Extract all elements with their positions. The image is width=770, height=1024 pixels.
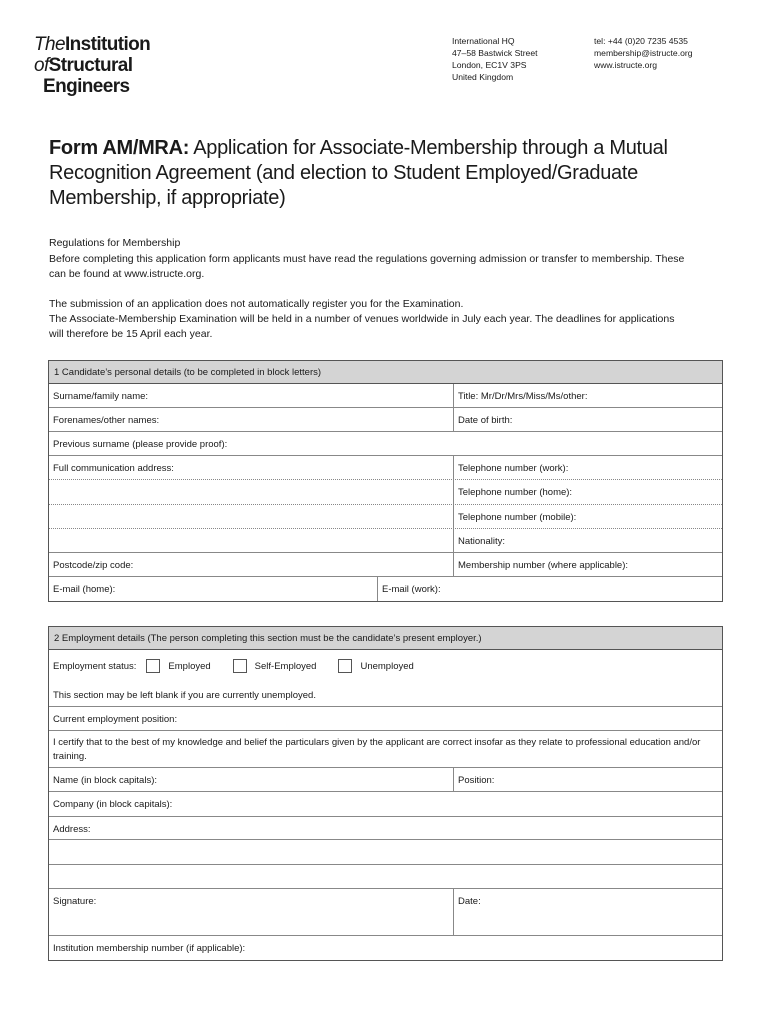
address-line-field[interactable]: [49, 529, 453, 552]
section-personal-details: [48, 360, 723, 602]
option-label: Unemployed: [360, 660, 414, 672]
form-row: [49, 553, 722, 577]
option-label: Employed: [168, 660, 211, 672]
checkbox[interactable]: [233, 659, 247, 673]
address-line-field[interactable]: [49, 865, 722, 888]
logo-text: of: [34, 55, 49, 76]
form-row: [49, 865, 722, 889]
checkbox[interactable]: [338, 659, 352, 673]
current-position-field[interactable]: Current employment position:: [53, 714, 178, 725]
employment-status-group: [49, 650, 722, 673]
form-title: [49, 136, 739, 211]
form-code: Form AM/MRA:: [49, 137, 190, 159]
employer-position-field[interactable]: Position:: [453, 768, 722, 791]
employed-option[interactable]: [146, 659, 210, 673]
unemployed-option[interactable]: [338, 659, 413, 673]
form-row: [49, 384, 722, 408]
email-home-field[interactable]: E-mail (home):: [53, 584, 116, 595]
address-line: 47–58 Bastwick Street: [452, 48, 538, 58]
option-label: Self-Employed: [254, 660, 317, 672]
form-row: [49, 792, 722, 817]
checkbox[interactable]: [146, 659, 160, 673]
address-line-field[interactable]: [49, 505, 453, 528]
tel-work-field[interactable]: Telephone number (work):: [453, 456, 722, 479]
unemployed-note: This section may be left blank if you are currently unemployed.: [53, 690, 316, 701]
tel-mobile-field[interactable]: Telephone number (mobile):: [453, 505, 722, 528]
form-title-text: Application for Associate-Membership through a Mutual Recognition Agreement (and election to Student Employed/Graduate Membership, if appropriate): [49, 137, 668, 209]
employer-address-field[interactable]: Address:: [53, 824, 91, 835]
form-row: [49, 840, 722, 865]
form-row: [49, 768, 722, 792]
logo-text: Institution: [64, 34, 151, 55]
form-row: [49, 817, 722, 840]
address-field[interactable]: Full communication address:: [53, 463, 174, 474]
nationality-field[interactable]: Nationality:: [453, 529, 722, 552]
email-work-field[interactable]: E-mail (work):: [377, 577, 722, 601]
form-row: [49, 731, 722, 768]
address-line: United Kingdom: [452, 72, 514, 82]
examination-note: [49, 297, 689, 342]
signature-field[interactable]: Signature:: [53, 896, 97, 907]
dob-field[interactable]: Date of birth:: [453, 408, 722, 431]
examination-note-line: The submission of an application does not automatically register you for the Examination.: [49, 298, 464, 310]
institution-logo: [34, 34, 150, 97]
title-field[interactable]: Title: Mr/Dr/Mrs/Miss/Ms/other:: [453, 384, 722, 407]
form-row: [49, 456, 722, 480]
contact-info: [594, 35, 693, 71]
company-field[interactable]: Company (in block capitals):: [53, 799, 173, 810]
form-row: [49, 432, 722, 456]
address-line: International HQ: [452, 36, 515, 46]
form-row: [49, 707, 722, 731]
logo-text: Engineers: [43, 76, 130, 97]
employer-name-field[interactable]: Name (in block capitals):: [53, 775, 158, 786]
form-row: [49, 529, 722, 553]
address-line-field[interactable]: [49, 480, 453, 504]
contact-tel: tel: +44 (0)20 7235 4535: [594, 36, 688, 46]
form-row: [49, 480, 722, 505]
employment-status-label: Employment status:: [53, 660, 137, 672]
address-line: London, EC1V 3PS: [452, 60, 527, 70]
form-row: [49, 936, 722, 960]
form-row: [49, 408, 722, 432]
membership-number-field[interactable]: Membership number (where applicable):: [453, 553, 722, 576]
examination-note-line: The Associate-Membership Examination will be held in a number of venues worldwide in July each year. The deadlines for applications will therefore be 15 April each year.: [49, 313, 675, 340]
hq-address: [452, 35, 538, 83]
logo-text: Structural: [48, 55, 133, 76]
regulations-paragraph: Before completing this application form applicants must have read the regulations governing admission or transfer to membership. These can be found at www.istructe.org.: [49, 253, 685, 280]
previous-surname-field[interactable]: Previous surname (please provide proof):: [53, 439, 228, 450]
section-employment-details: [48, 626, 723, 961]
postcode-field[interactable]: Postcode/zip code:: [53, 560, 134, 571]
regulations-heading: Regulations for Membership: [49, 237, 181, 249]
logo-text: The: [34, 34, 65, 55]
surname-field[interactable]: Surname/family name:: [53, 391, 149, 402]
section-heading: 1 Candidate’s personal details (to be completed in block letters): [49, 360, 722, 384]
institution-number-field[interactable]: Institution membership number (if applicable):: [53, 943, 246, 954]
form-row: [49, 889, 722, 936]
form-row: [49, 650, 722, 707]
certification-statement: I certify that to the best of my knowledge and belief the particulars given by the applicant are correct insofar as they relate to professional education and/or training.: [53, 737, 701, 762]
contact-website[interactable]: www.istructe.org: [594, 60, 658, 70]
forenames-field[interactable]: Forenames/other names:: [53, 415, 160, 426]
form-row: [49, 577, 722, 601]
section-heading: 2 Employment details (The person completing this section must be the candidate’s present employer.): [49, 626, 722, 650]
tel-home-field[interactable]: Telephone number (home):: [453, 480, 722, 504]
address-line-field[interactable]: [49, 840, 722, 864]
date-field[interactable]: Date:: [453, 889, 722, 935]
contact-email[interactable]: membership@istructe.org: [594, 48, 693, 58]
form-row: [49, 505, 722, 529]
self-employed-option[interactable]: [233, 659, 317, 673]
